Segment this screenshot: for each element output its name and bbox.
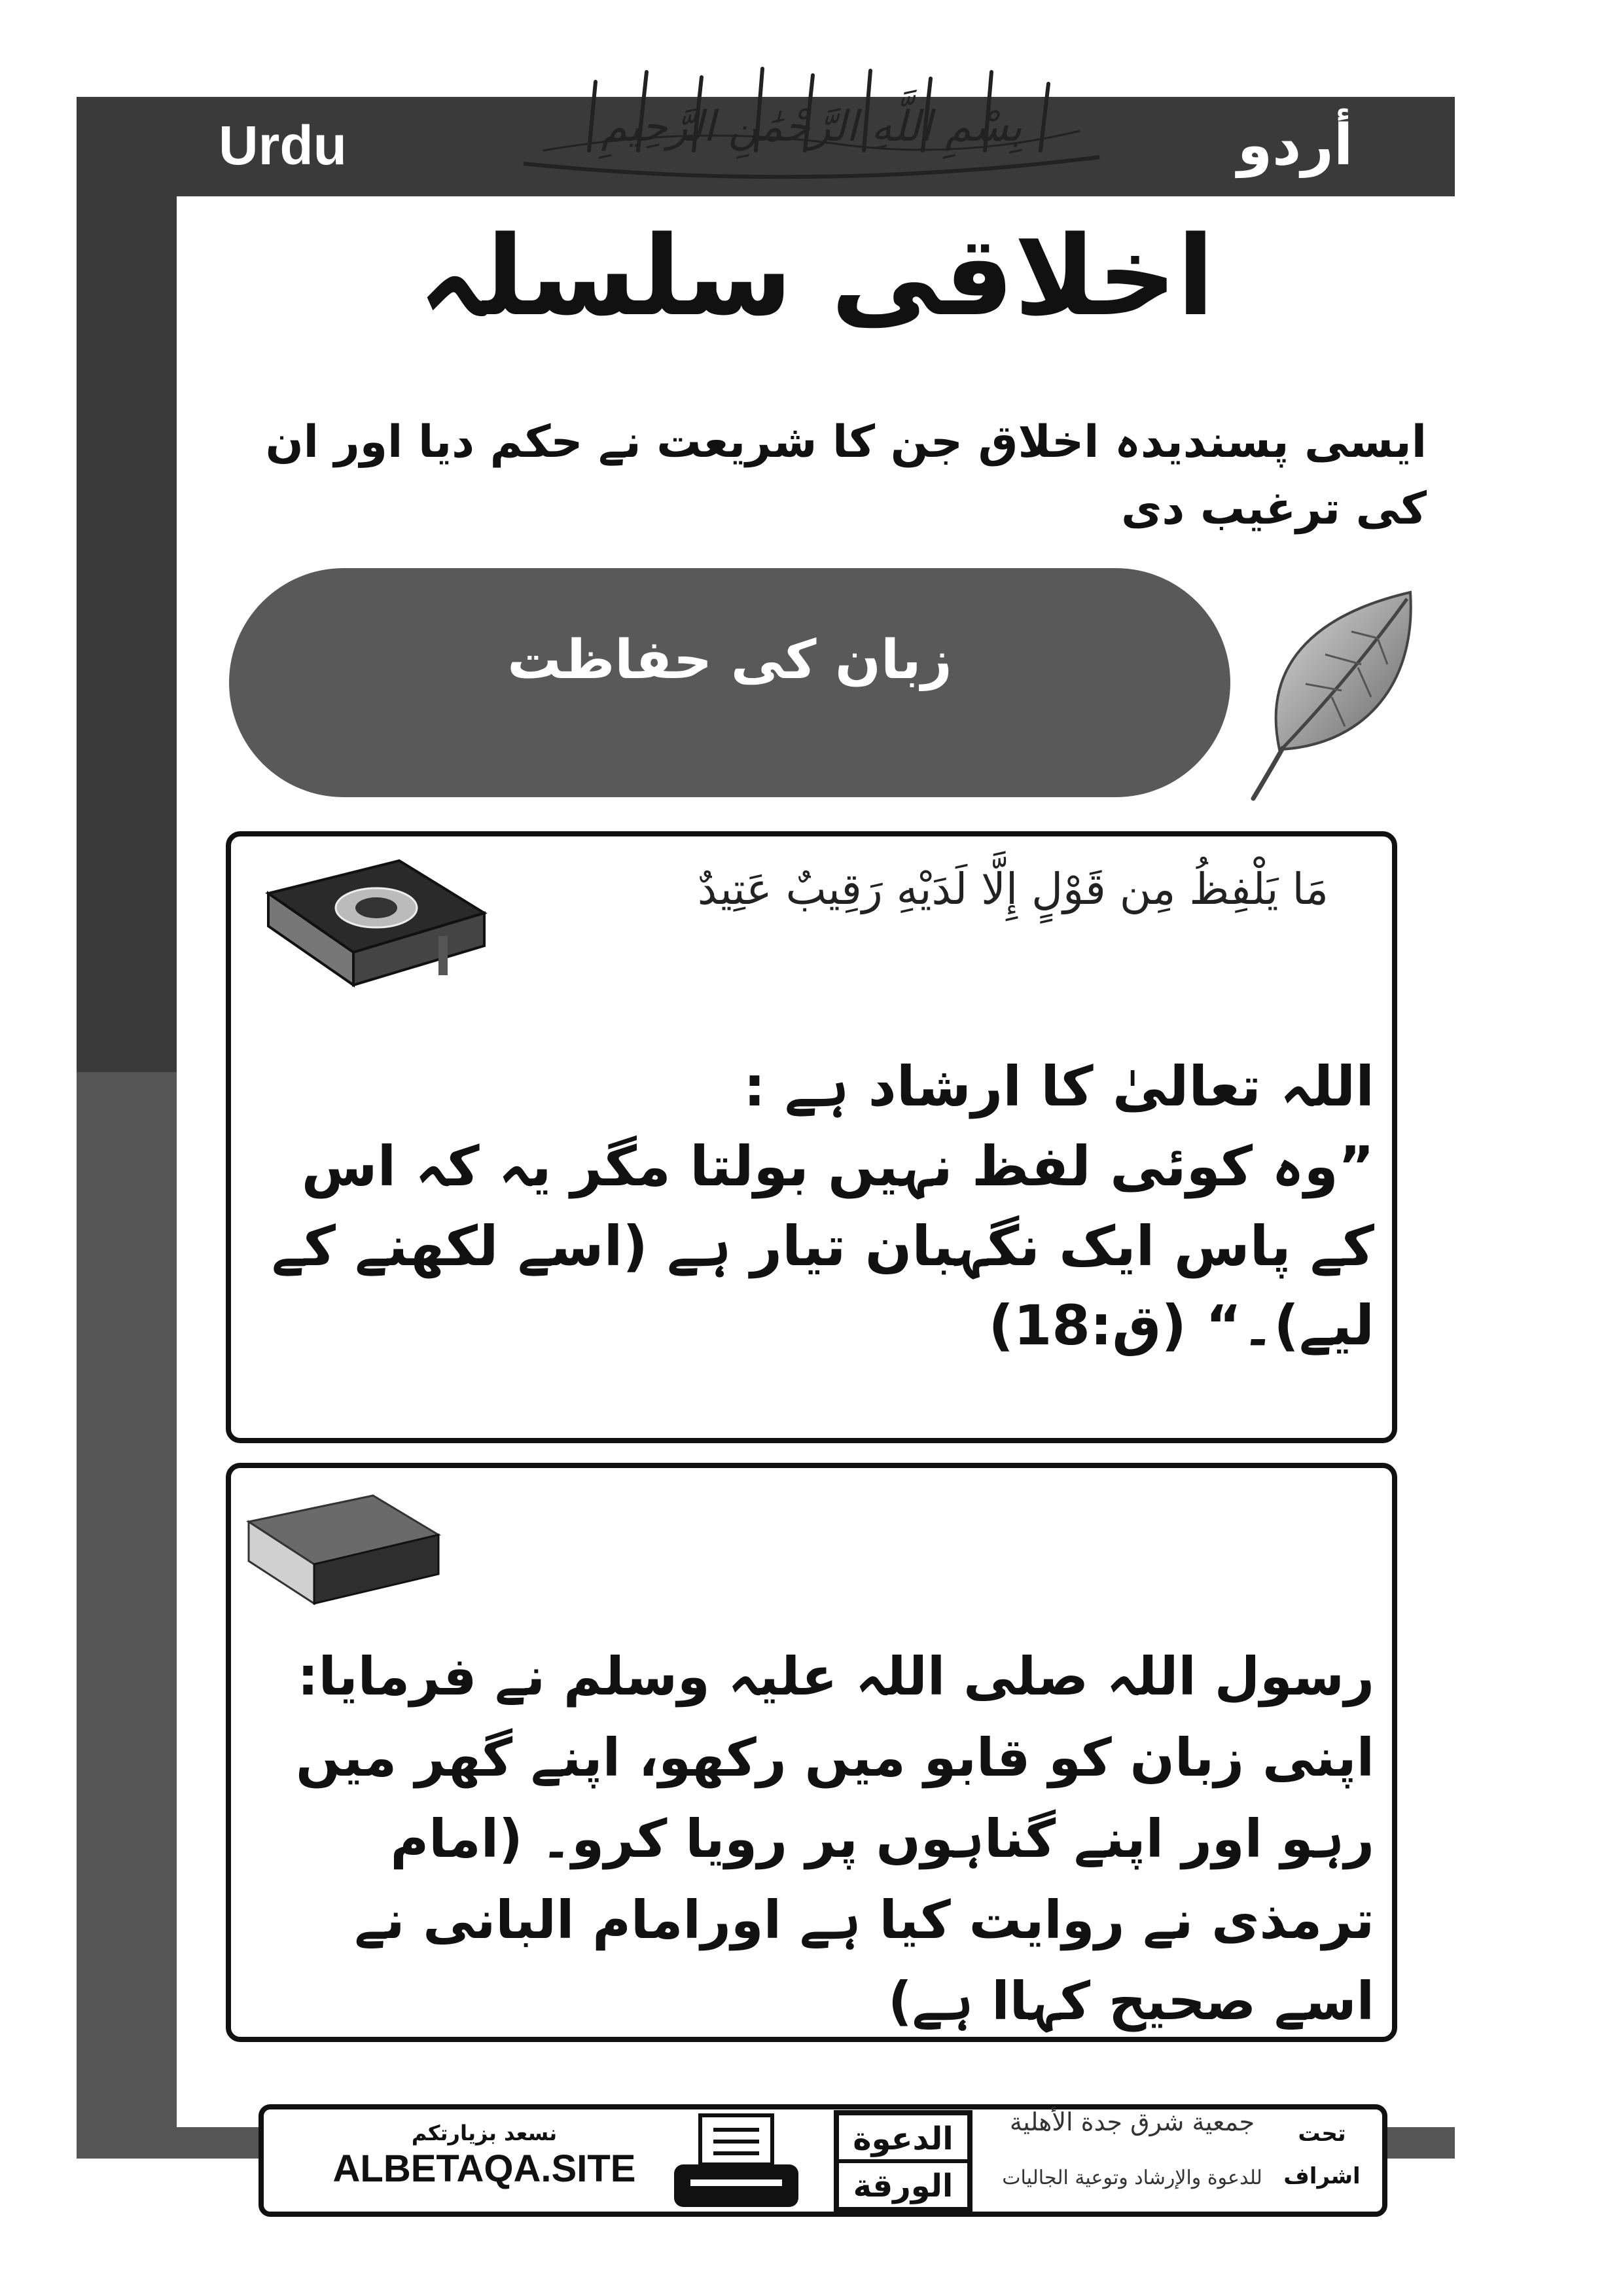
supervision-label-bottom: اشراف <box>1283 2162 1361 2189</box>
org-logo-subtitle: للدعوة والإرشاد وتوعية الجاليات <box>1002 2166 1262 2189</box>
page-title: اخلاقی سلسلہ <box>418 212 1215 340</box>
verse-translation: ”وہ کوئی لفظ نہیں بولتا مگر یہ کہ اس کے پاس ایک نگہبان تیار ہے (اسے لکھنے کے لیے)۔“ (ق:18) <box>271 1134 1374 1358</box>
supervision-label-top: تحت <box>1298 2121 1346 2147</box>
hadith-text: رسول اللہ صلی اللہ علیہ وسلم نے فرمایا: اپنی زبان کو قابو میں رکھو، اپنے گھر میں رہو اور اپنے گناہوں پر رویا کرو۔ (امام ترمذی نے روایت کیا ہے اورامام البانی نے اسے صحیح کہاا ہے) <box>296 1646 1374 2032</box>
language-label-english: Urdu <box>77 97 489 194</box>
quran-book-icon <box>249 854 497 1011</box>
page-subtitle: ایسی پسندیدہ اخلاق جن کا شریعت نے حکم دیا اور ان کی ترغیب دی <box>265 416 1427 535</box>
supervision-label <box>1276 2113 1368 2197</box>
waraqa-logo-text: الورقة <box>853 2168 954 2204</box>
verse-translation-block <box>268 1047 1374 1366</box>
book-icon <box>242 1482 445 1613</box>
printer-icon <box>661 2109 812 2214</box>
basmala-text: بِسْمِ اللَّهِ الرَّحْمَٰنِ الرَّحِيمِ <box>601 103 1022 151</box>
verse-intro: اللہ تعالیٰ کا ارشاد ہے : <box>743 1054 1374 1119</box>
topic-banner <box>229 568 1230 797</box>
leaf-icon <box>1247 586 1423 802</box>
language-label-arabic: أردو <box>1135 97 1455 194</box>
basmala-calligraphy <box>497 52 1126 190</box>
footer-tagline: نسعد بزيارتكم <box>411 2121 558 2145</box>
dawah-logo-text: الدعوة <box>853 2121 954 2157</box>
org-logo-name: جمعية شرق جدة الأهلية <box>1009 2108 1255 2136</box>
dawah-logo <box>831 2109 975 2214</box>
footer-site-link[interactable]: ALBETAQA.SITE <box>332 2147 636 2190</box>
arabic-verse: مَا يَلْفِظُ مِن قَوْلٍ إِلَّا لَدَيْهِ رَقِيبٌ عَتِيدٌ <box>697 864 1329 914</box>
topic-label: زبان کی حفاظت <box>507 628 952 691</box>
